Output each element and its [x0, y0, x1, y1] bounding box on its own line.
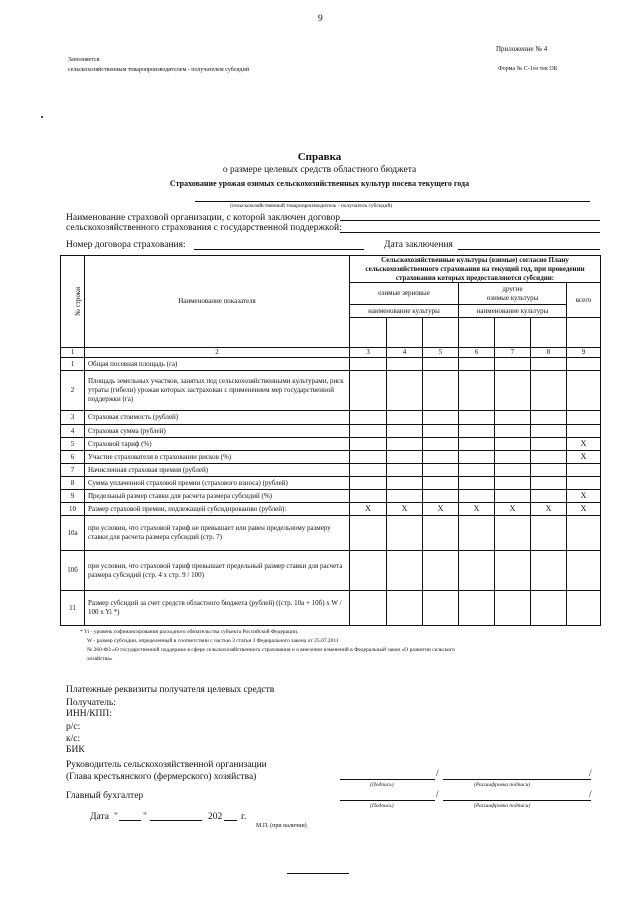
value-cell[interactable]: [459, 490, 495, 503]
value-cell[interactable]: [387, 438, 423, 451]
accountant-decoding-field[interactable]: [443, 800, 591, 801]
row-number: 1: [61, 358, 85, 371]
value-cell[interactable]: [350, 371, 387, 411]
value-cell[interactable]: [387, 551, 423, 591]
document-subtitle: о размере целевых средств областного бюджета: [222, 165, 417, 175]
value-cell[interactable]: [495, 516, 531, 551]
date-label: Дата: [90, 812, 109, 822]
x-mark: X: [459, 503, 495, 516]
row-label: Размер субсидий за счет средств областного бюджета (рублей) ((стр. 10а + 10б) x W / 100 x Yi *): [85, 591, 350, 626]
x-mark: X: [387, 503, 423, 516]
value-cell[interactable]: [387, 516, 423, 551]
grain-crop-2[interactable]: [387, 318, 423, 348]
value-cell[interactable]: [459, 371, 495, 411]
value-cell[interactable]: [350, 438, 387, 451]
value-cell[interactable]: [495, 358, 531, 371]
value-cell[interactable]: [567, 477, 601, 490]
value-cell[interactable]: [495, 371, 531, 411]
table-row: [61, 438, 601, 451]
insurer-label-line1: Наименование страховой организации, с которой заключен договор: [66, 213, 341, 223]
value-cell[interactable]: [387, 425, 423, 438]
value-cell[interactable]: [423, 425, 459, 438]
row-label: Сумма уплаченной страховой премии (страхового взноса) (рублей): [85, 477, 350, 490]
value-cell[interactable]: [459, 477, 495, 490]
insurer-line1-underline: [340, 220, 600, 221]
header-grain: озимые зерновые: [350, 283, 459, 305]
x-mark: X: [531, 503, 567, 516]
value-cell[interactable]: [495, 477, 531, 490]
table-row: [61, 371, 601, 411]
row-number: 5: [61, 438, 85, 451]
value-cell[interactable]: [459, 438, 495, 451]
row-label: Общая посевная площадь (га): [85, 358, 350, 371]
accountant-signature-caption: (Подпись): [370, 803, 394, 809]
inn-label: ИНН/КПП:: [66, 709, 112, 719]
value-cell[interactable]: [495, 451, 531, 464]
value-cell[interactable]: [459, 516, 495, 551]
value-cell[interactable]: [531, 371, 567, 411]
x-mark: X: [423, 503, 459, 516]
value-cell[interactable]: [350, 516, 387, 551]
head-signature-field[interactable]: [340, 779, 435, 780]
footnote-w: W - размер субсидии, определенный в соответствии с частью 3 статьи 3 Федерального закона от 25.07.2011: [87, 638, 339, 644]
table-row: [61, 451, 601, 464]
value-cell[interactable]: [459, 451, 495, 464]
value-cell[interactable]: [567, 371, 601, 411]
header-crops-group: Сельскохозяйственные культуры (озимые) согласно Плану сельскохозяйственного страхования на текущий год, при проведении страхования которых предоставляются субсидии:: [350, 256, 601, 283]
value-cell[interactable]: [495, 551, 531, 591]
row-label: при условии, что страховой тариф не превышает или равен предельному размеру ставки для расчета размера субсидий (стр. 7): [85, 516, 350, 551]
row-number: 10а: [61, 516, 85, 551]
row-number: 6: [61, 451, 85, 464]
header-rownum: № строки: [61, 256, 85, 348]
stray-dot: [41, 116, 43, 118]
value-cell[interactable]: [350, 464, 387, 477]
subsidy-table: [60, 255, 601, 626]
value-cell[interactable]: [387, 591, 423, 626]
row-label: Начисленная страховая премия (рублей): [85, 464, 350, 477]
rs-label: р/с:: [66, 722, 81, 732]
value-cell[interactable]: [423, 464, 459, 477]
value-cell[interactable]: [423, 591, 459, 626]
contract-number-label: Номер договора страхования:: [66, 240, 186, 250]
value-cell[interactable]: [459, 358, 495, 371]
value-cell[interactable]: [567, 464, 601, 477]
value-cell[interactable]: [423, 477, 459, 490]
value-cell[interactable]: [387, 464, 423, 477]
date-day-field[interactable]: [119, 820, 141, 821]
value-cell[interactable]: [423, 451, 459, 464]
row-label: Страховая стоимость (рублей): [85, 411, 350, 425]
x-mark: X: [567, 438, 601, 451]
value-cell[interactable]: [423, 551, 459, 591]
table-row: [61, 490, 601, 503]
row-number: 9: [61, 490, 85, 503]
value-cell[interactable]: [495, 438, 531, 451]
stamp-label: М.П. (при наличии): [256, 823, 307, 829]
x-mark: X: [567, 503, 601, 516]
x-mark: X: [495, 503, 531, 516]
value-cell[interactable]: [531, 464, 567, 477]
value-cell[interactable]: [531, 411, 567, 425]
value-cell[interactable]: [495, 411, 531, 425]
head-decoding-caption: (Расшифровка подписи): [474, 782, 531, 788]
value-cell[interactable]: [567, 591, 601, 626]
value-cell[interactable]: [423, 358, 459, 371]
value-cell[interactable]: [459, 411, 495, 425]
footnote-law: № 260-ФЗ «О государственной поддержке в сфере сельскохозяйственного страхования и о внесении изменений в Федеральный закон «О развитии сельского: [87, 647, 455, 653]
value-cell[interactable]: [495, 591, 531, 626]
row-label: Участие страхователя в страховании рисков (%): [85, 451, 350, 464]
value-cell[interactable]: [567, 516, 601, 551]
value-cell[interactable]: [531, 490, 567, 503]
contract-number-field[interactable]: [194, 249, 364, 250]
header-grain-crop-name: наименование культуры: [350, 305, 459, 318]
row-number: 8: [61, 477, 85, 490]
form-code: Форма № С-1оз тек ОБ: [498, 66, 558, 72]
table-row: [61, 425, 601, 438]
row-number: 11: [61, 591, 85, 626]
value-cell[interactable]: [350, 358, 387, 371]
row-label: Страховой тариф (%): [85, 438, 350, 451]
date-suffix: г.: [241, 812, 247, 822]
date-year-prefix: 202: [208, 812, 223, 822]
ks-label: к/с:: [66, 734, 81, 744]
bik-label: БИК: [66, 745, 85, 755]
row-label: Размер страховой премии, подлежащей субсидированию (рублей):: [85, 503, 350, 516]
value-cell[interactable]: [387, 451, 423, 464]
x-mark: X: [567, 490, 601, 503]
accountant-label: Главный бухгалтер: [66, 791, 144, 801]
value-cell[interactable]: [531, 425, 567, 438]
table-row: [61, 477, 601, 490]
value-cell[interactable]: [459, 591, 495, 626]
table-row: [61, 551, 601, 591]
date-month-field[interactable]: [150, 820, 202, 821]
row-label: Предельный размер ставки для расчета размера субсидий (%): [85, 490, 350, 503]
value-cell[interactable]: [531, 516, 567, 551]
value-cell[interactable]: [387, 358, 423, 371]
value-cell[interactable]: [459, 464, 495, 477]
x-mark: X: [350, 503, 387, 516]
value-cell[interactable]: [350, 477, 387, 490]
grain-crop-1[interactable]: [350, 318, 387, 348]
value-cell[interactable]: [350, 591, 387, 626]
producer-line: [195, 201, 590, 202]
x-mark: X: [567, 451, 601, 464]
row-number: 10б: [61, 551, 85, 591]
value-cell[interactable]: [459, 551, 495, 591]
other-crop-1[interactable]: [459, 318, 495, 348]
value-cell[interactable]: [531, 477, 567, 490]
head-label-line2: (Глава крестьянского (фермерского) хозяйства): [66, 772, 257, 782]
header-other-crop-name: наименование культуры: [459, 305, 567, 318]
value-cell[interactable]: [531, 551, 567, 591]
value-cell[interactable]: [350, 551, 387, 591]
table-row: [61, 411, 601, 425]
document-title: Справка: [297, 151, 342, 163]
value-cell[interactable]: [350, 425, 387, 438]
filled-by-line2: сельскохозяйственным товаропроизводителем - получателем субсидий: [68, 67, 250, 73]
value-cell[interactable]: [531, 451, 567, 464]
insurer-line2-underline: [340, 232, 600, 233]
value-cell[interactable]: [423, 371, 459, 411]
row-number: 3: [61, 411, 85, 425]
insurer-label-line2: сельскохозяйственного страхования с государственной поддержкой:: [66, 223, 342, 233]
header-total: всего: [567, 283, 601, 318]
accountant-signature-field[interactable]: [340, 800, 435, 801]
row-number: 4: [61, 425, 85, 438]
date-year-field[interactable]: [224, 820, 237, 821]
value-cell[interactable]: [531, 591, 567, 626]
header-other-crops: другие озимые культуры: [459, 283, 567, 305]
value-cell[interactable]: [567, 411, 601, 425]
accountant-decoding-caption: (Расшифровка подписи): [474, 803, 531, 809]
header-indicator: Наименование показателя: [85, 256, 350, 348]
filled-by-line1: Заполняется: [68, 57, 100, 63]
value-cell[interactable]: [350, 490, 387, 503]
value-cell[interactable]: [495, 464, 531, 477]
producer-caption: (сельскохозяйственный товаропроизводитель - получатель субсидий): [230, 203, 393, 209]
value-cell[interactable]: [567, 551, 601, 591]
value-cell[interactable]: [459, 425, 495, 438]
value-cell[interactable]: [387, 477, 423, 490]
appendix-label: Приложение № 4: [496, 45, 548, 53]
table-row: [61, 358, 601, 371]
value-cell[interactable]: [350, 451, 387, 464]
grain-crop-3[interactable]: [423, 318, 459, 348]
column-numbers-row: 1 2 3 4 5 6 7 8 9: [61, 348, 601, 358]
value-cell[interactable]: [531, 438, 567, 451]
head-label-line1: Руководитель сельскохозяйственной организации: [66, 760, 267, 770]
value-cell[interactable]: [423, 411, 459, 425]
row-label: Площадь земельных участков, занятых под сельскохозяйственными культурами, риск утраты (гибели) урожая которых застрахован с применением мер государственной поддержки (га): [85, 371, 350, 411]
value-cell[interactable]: [495, 490, 531, 503]
row-number: 10: [61, 503, 85, 516]
page-number: 9: [318, 14, 323, 24]
row-number: 7: [61, 464, 85, 477]
bottom-rule: [287, 873, 349, 874]
head-decoding-field[interactable]: [443, 779, 591, 780]
value-cell[interactable]: [423, 516, 459, 551]
other-crop-3[interactable]: [531, 318, 567, 348]
row-number: 2: [61, 371, 85, 411]
contract-date-label: Дата заключения: [384, 240, 453, 250]
footnote-yi: * Yi - уровень софинансирования расходного обязательства субъекта Российской Федерации,: [80, 629, 299, 635]
other-crop-2[interactable]: [495, 318, 531, 348]
value-cell[interactable]: [423, 490, 459, 503]
value-cell[interactable]: [350, 411, 387, 425]
value-cell[interactable]: [387, 490, 423, 503]
recipient-label: Получатель:: [66, 698, 116, 708]
value-cell[interactable]: [387, 411, 423, 425]
table-row: [61, 516, 601, 551]
head-signature-caption: (Подпись): [370, 782, 394, 788]
value-cell[interactable]: [387, 371, 423, 411]
table-row: [61, 503, 601, 516]
value-cell[interactable]: [567, 425, 601, 438]
total-spacer: [567, 318, 601, 348]
document-subtitle-insurance: Страхование урожая озимых сельскохозяйственных культур посева текущего года: [169, 179, 470, 188]
table-row: [61, 591, 601, 626]
row-label: при условии, что страховой тариф превышает предельный размер ставки для расчета размера субсидий (стр. 4 x стр. 9 / 100): [85, 551, 350, 591]
row-label: Страховая сумма (рублей): [85, 425, 350, 438]
table-row: [61, 464, 601, 477]
footnote-law-end: хозяйства»: [87, 656, 113, 662]
value-cell[interactable]: [423, 438, 459, 451]
value-cell[interactable]: [567, 358, 601, 371]
value-cell[interactable]: [531, 358, 567, 371]
value-cell[interactable]: [495, 425, 531, 438]
payment-title: Платежные реквизиты получателя целевых средств: [66, 685, 275, 695]
contract-date-field[interactable]: [458, 249, 600, 250]
